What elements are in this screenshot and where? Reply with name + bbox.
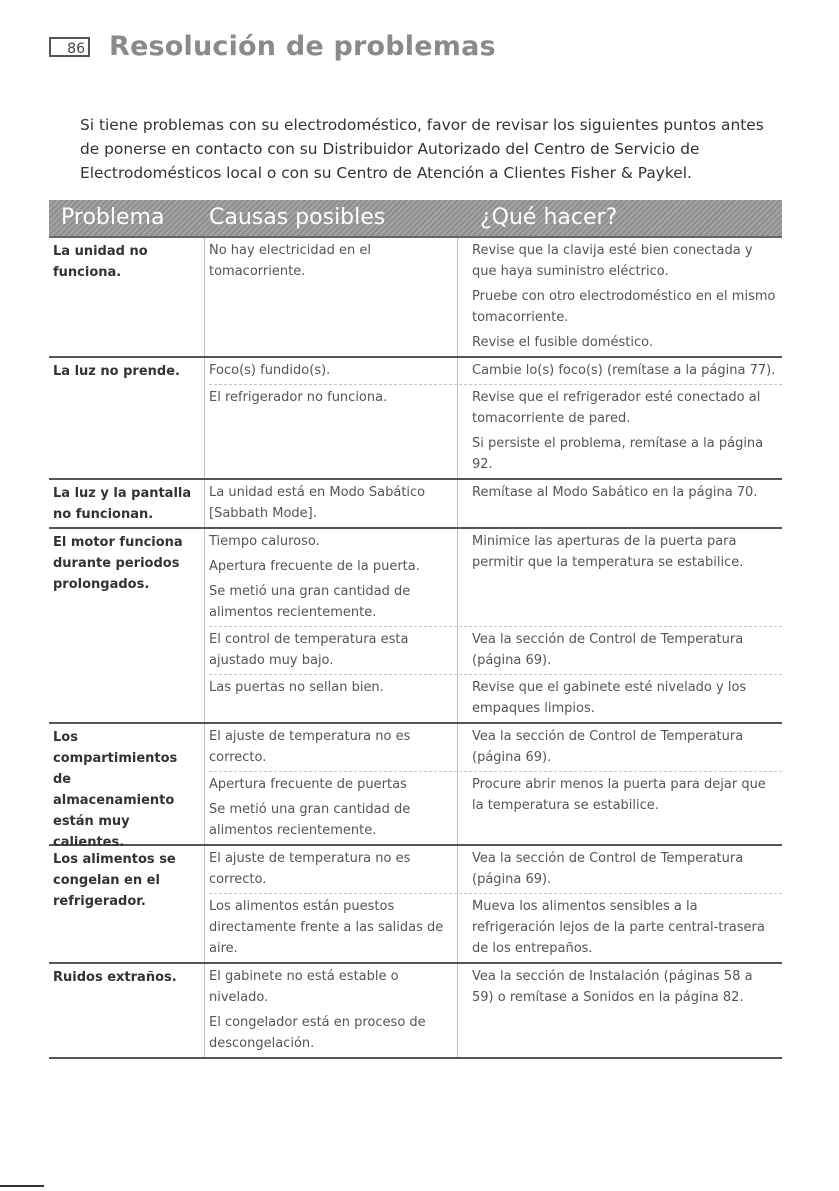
solution-text: Revise que el gabinete esté nivelado y los empaques limpios. [472, 680, 747, 716]
cause-text: Se metió una gran cantidad de alimentos recientemente. [209, 802, 411, 838]
cause-text: Apertura frecuente de puertas [209, 777, 407, 792]
problem-cell: La luz y la pantalla no funcionan. [53, 486, 192, 522]
footer-rule [0, 1185, 44, 1187]
cause-text: La unidad está en Modo Sabático [Sabbath Mode]. [209, 485, 426, 521]
table-header [49, 200, 782, 236]
solutions-cell [462, 480, 782, 527]
solution-text: Revise el fusible doméstico. [472, 335, 653, 350]
solution-text: Procure abrir menos la puerta para dejar que la temperatura se estabilice. [472, 777, 766, 813]
causes-cell [209, 964, 462, 1057]
cause-solution-group [209, 529, 782, 626]
solution-text: Vea la sección de Control de Temperatura (página 69). [472, 729, 744, 765]
causes-cell [209, 846, 462, 893]
cause-solution-group [209, 358, 782, 384]
causes-cell [209, 480, 462, 527]
cause-text: Se metió una gran cantidad de alimentos recientemente. [209, 584, 411, 620]
solution-text: Remítase al Modo Sabático en la página 70. [472, 485, 758, 500]
table-row [49, 358, 782, 480]
header-que-hacer: ¿Qué hacer? [480, 205, 618, 230]
solutions-cell [462, 675, 782, 722]
cause-solution-group [209, 846, 782, 893]
table-row [49, 964, 782, 1059]
solution-text: Revise que la clavija esté bien conectada y que haya suministro eléctrico. [472, 243, 753, 279]
causes-cell [209, 675, 462, 722]
cause-solution-group [209, 964, 782, 1057]
table-row [49, 724, 782, 850]
solutions-cell [462, 358, 782, 384]
table-row [49, 846, 782, 964]
cause-solution-group [209, 724, 782, 771]
cause-text: El control de temperatura esta ajustado muy bajo. [209, 632, 409, 668]
solution-text: Cambie lo(s) foco(s) (remítase a la página 77). [472, 363, 776, 378]
problem-cell: El motor funciona durante periodos prolongados. [53, 535, 183, 592]
causes-cell [209, 724, 462, 771]
cause-solution-group [209, 674, 782, 722]
solution-text: Vea la sección de Control de Temperatura (página 69). [472, 851, 744, 887]
solutions-cell [462, 627, 782, 674]
cause-solution-group [209, 626, 782, 674]
solutions-cell [462, 846, 782, 893]
solutions-cell [462, 772, 782, 844]
causes-cell [209, 385, 462, 478]
troubleshooting-table [49, 238, 782, 1059]
page-title: Resolución de problemas [109, 31, 496, 62]
solution-text: Mueva los alimentos sensibles a la refrigeración lejos de la parte central-trasera de los entrepaños. [472, 899, 765, 956]
problem-cell: Los compartimientos de almacenamiento están muy calientes. [53, 730, 178, 850]
causes-cell [209, 627, 462, 674]
cause-text: No hay electricidad en el tomacorriente. [209, 243, 371, 279]
problem-cell: La luz no prende. [53, 364, 180, 379]
solution-text: Vea la sección de Control de Temperatura (página 69). [472, 632, 744, 668]
cause-text: El ajuste de temperatura no es correcto. [209, 851, 411, 887]
cause-solution-group [209, 238, 782, 356]
cause-text: Los alimentos están puestos directamente frente a las salidas de aire. [209, 899, 444, 956]
cause-text: Tiempo caluroso. [209, 534, 320, 549]
causes-cell [209, 358, 462, 384]
cause-text: El refrigerador no funciona. [209, 390, 388, 405]
cause-text: El ajuste de temperatura no es correcto. [209, 729, 411, 765]
solutions-cell [462, 724, 782, 771]
solution-text: Pruebe con otro electrodoméstico en el mismo tomacorriente. [472, 289, 776, 325]
cause-solution-group [209, 480, 782, 527]
table-row [49, 238, 782, 358]
solutions-cell [462, 238, 782, 356]
cause-solution-group [209, 893, 782, 962]
problem-cell: Ruidos extraños. [53, 970, 177, 985]
table-row [49, 529, 782, 724]
solutions-cell [462, 529, 782, 626]
solution-text: Minimice las aperturas de la puerta para permitir que la temperatura se estabilice. [472, 534, 744, 570]
problem-cell: La unidad no funciona. [53, 244, 148, 280]
cause-text: El congelador está en proceso de descongelación. [209, 1015, 426, 1051]
solutions-cell [462, 964, 782, 1057]
problem-cell: Los alimentos se congelan en el refrigerador. [53, 852, 176, 909]
solutions-cell [462, 894, 782, 962]
causes-cell [209, 894, 462, 962]
causes-cell [209, 772, 462, 844]
cause-text: Las puertas no sellan bien. [209, 680, 384, 695]
header-problema: Problema [61, 205, 165, 230]
solutions-cell [462, 385, 782, 478]
cause-text: Foco(s) fundido(s). [209, 363, 331, 378]
cause-text: El gabinete no está estable o nivelado. [209, 969, 399, 1005]
cause-solution-group [209, 771, 782, 844]
header-causas-posibles: Causas posibles [209, 205, 386, 230]
causes-cell [209, 529, 462, 626]
solution-text: Revise que el refrigerador esté conectado al tomacorriente de pared. [472, 390, 761, 426]
solution-text: Vea la sección de Instalación (páginas 58 a 59) o remítase a Sonidos en la página 82. [472, 969, 753, 1005]
intro-paragraph: Si tiene problemas con su electrodoméstico, favor de revisar los siguientes puntos antes de ponerse en contacto con su Distribuidor Autorizado del Centro de Servicio de Electrodomésticos local o con su Centro de Atención a Clientes Fisher & Paykel. [80, 116, 764, 182]
causes-cell [209, 238, 462, 356]
table-row [49, 480, 782, 529]
solution-text: Si persiste el problema, remítase a la página 92. [472, 436, 764, 472]
cause-solution-group [209, 384, 782, 478]
cause-text: Apertura frecuente de la puerta. [209, 559, 420, 574]
page-number: 86 [49, 37, 90, 57]
